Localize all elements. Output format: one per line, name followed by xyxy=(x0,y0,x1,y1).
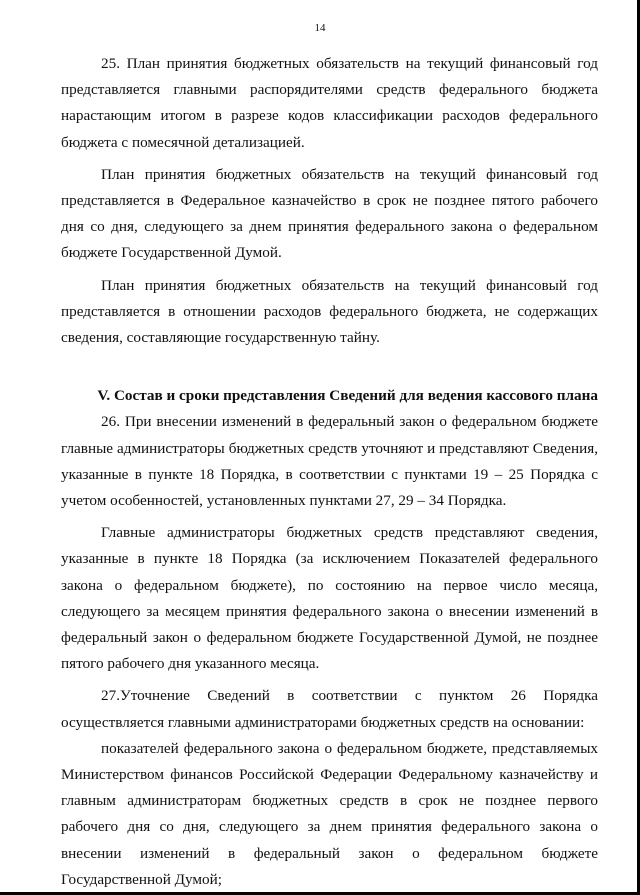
document-body xyxy=(61,51,598,893)
page-number: 14 xyxy=(314,22,326,34)
paragraph-25: 25. План принятия бюджетных обязательств на текущий финансовый год представляется главными распорядителями средств федерального бюджета нарастающим итогом в разрезе кодов классификации расходов федерального бюджета с помесячной детализацией. xyxy=(61,55,598,151)
section-heading: V. Состав и сроки представления Сведений для ведения кассового плана xyxy=(97,387,598,405)
paragraph-federal-law-indicators: показателей федерального закона о федеральном бюджете, представляемых Министерством финансов Российской Федерации Федеральному казначейству и главным администраторам бюджетных средств в срок не позднее первого рабочего дня со дня, следующего за днем принятия федерального закона о внесении изменений в федеральный закон о федеральном бюджете Государственной Думой; xyxy=(61,739,598,888)
paragraph-26: 26. При внесении изменений в федеральный закон о федеральном бюджете главные администраторы бюджетных средств уточняют и представляют Сведения, указанные в пункте 18 Порядка, в соответствии с пунктами 19 – 25 Порядка с учетом особенностей, установленных пунктами 27, 29 – 34 Порядка. xyxy=(61,413,598,510)
paragraph-27: 27.Уточнение Сведений в соответствии с пунктом 26 Порядка осуществляется главными администраторами бюджетных средств на основании: xyxy=(61,687,598,731)
paragraph-administrators-submit: Главные администраторы бюджетных средств представляют сведения, указанные в пункте 18 Порядка (за исключением Показателей федерального закона о федеральном бюджете), по состоянию на первое число месяца, следующего за месяцем принятия федерального закона о внесении изменений в федеральный закон о федеральном бюджете Государственной Думой, не позднее пятого рабочего дня указанного месяца. xyxy=(61,524,598,673)
paragraph-plan-submission-deadline: План принятия бюджетных обязательств на текущий финансовый год представляется в Федеральное казначейство в срок не позднее пятого рабочего дня со дня, следующего за днем принятия федерального закона о федеральном бюджете Государственной Думой. xyxy=(61,165,598,262)
paragraph-plan-non-secret: План принятия бюджетных обязательств на текущий финансовый год представляется в отношении расходов федерального бюджета, не содержащих сведения, составляющие государственную тайну. xyxy=(61,276,598,347)
